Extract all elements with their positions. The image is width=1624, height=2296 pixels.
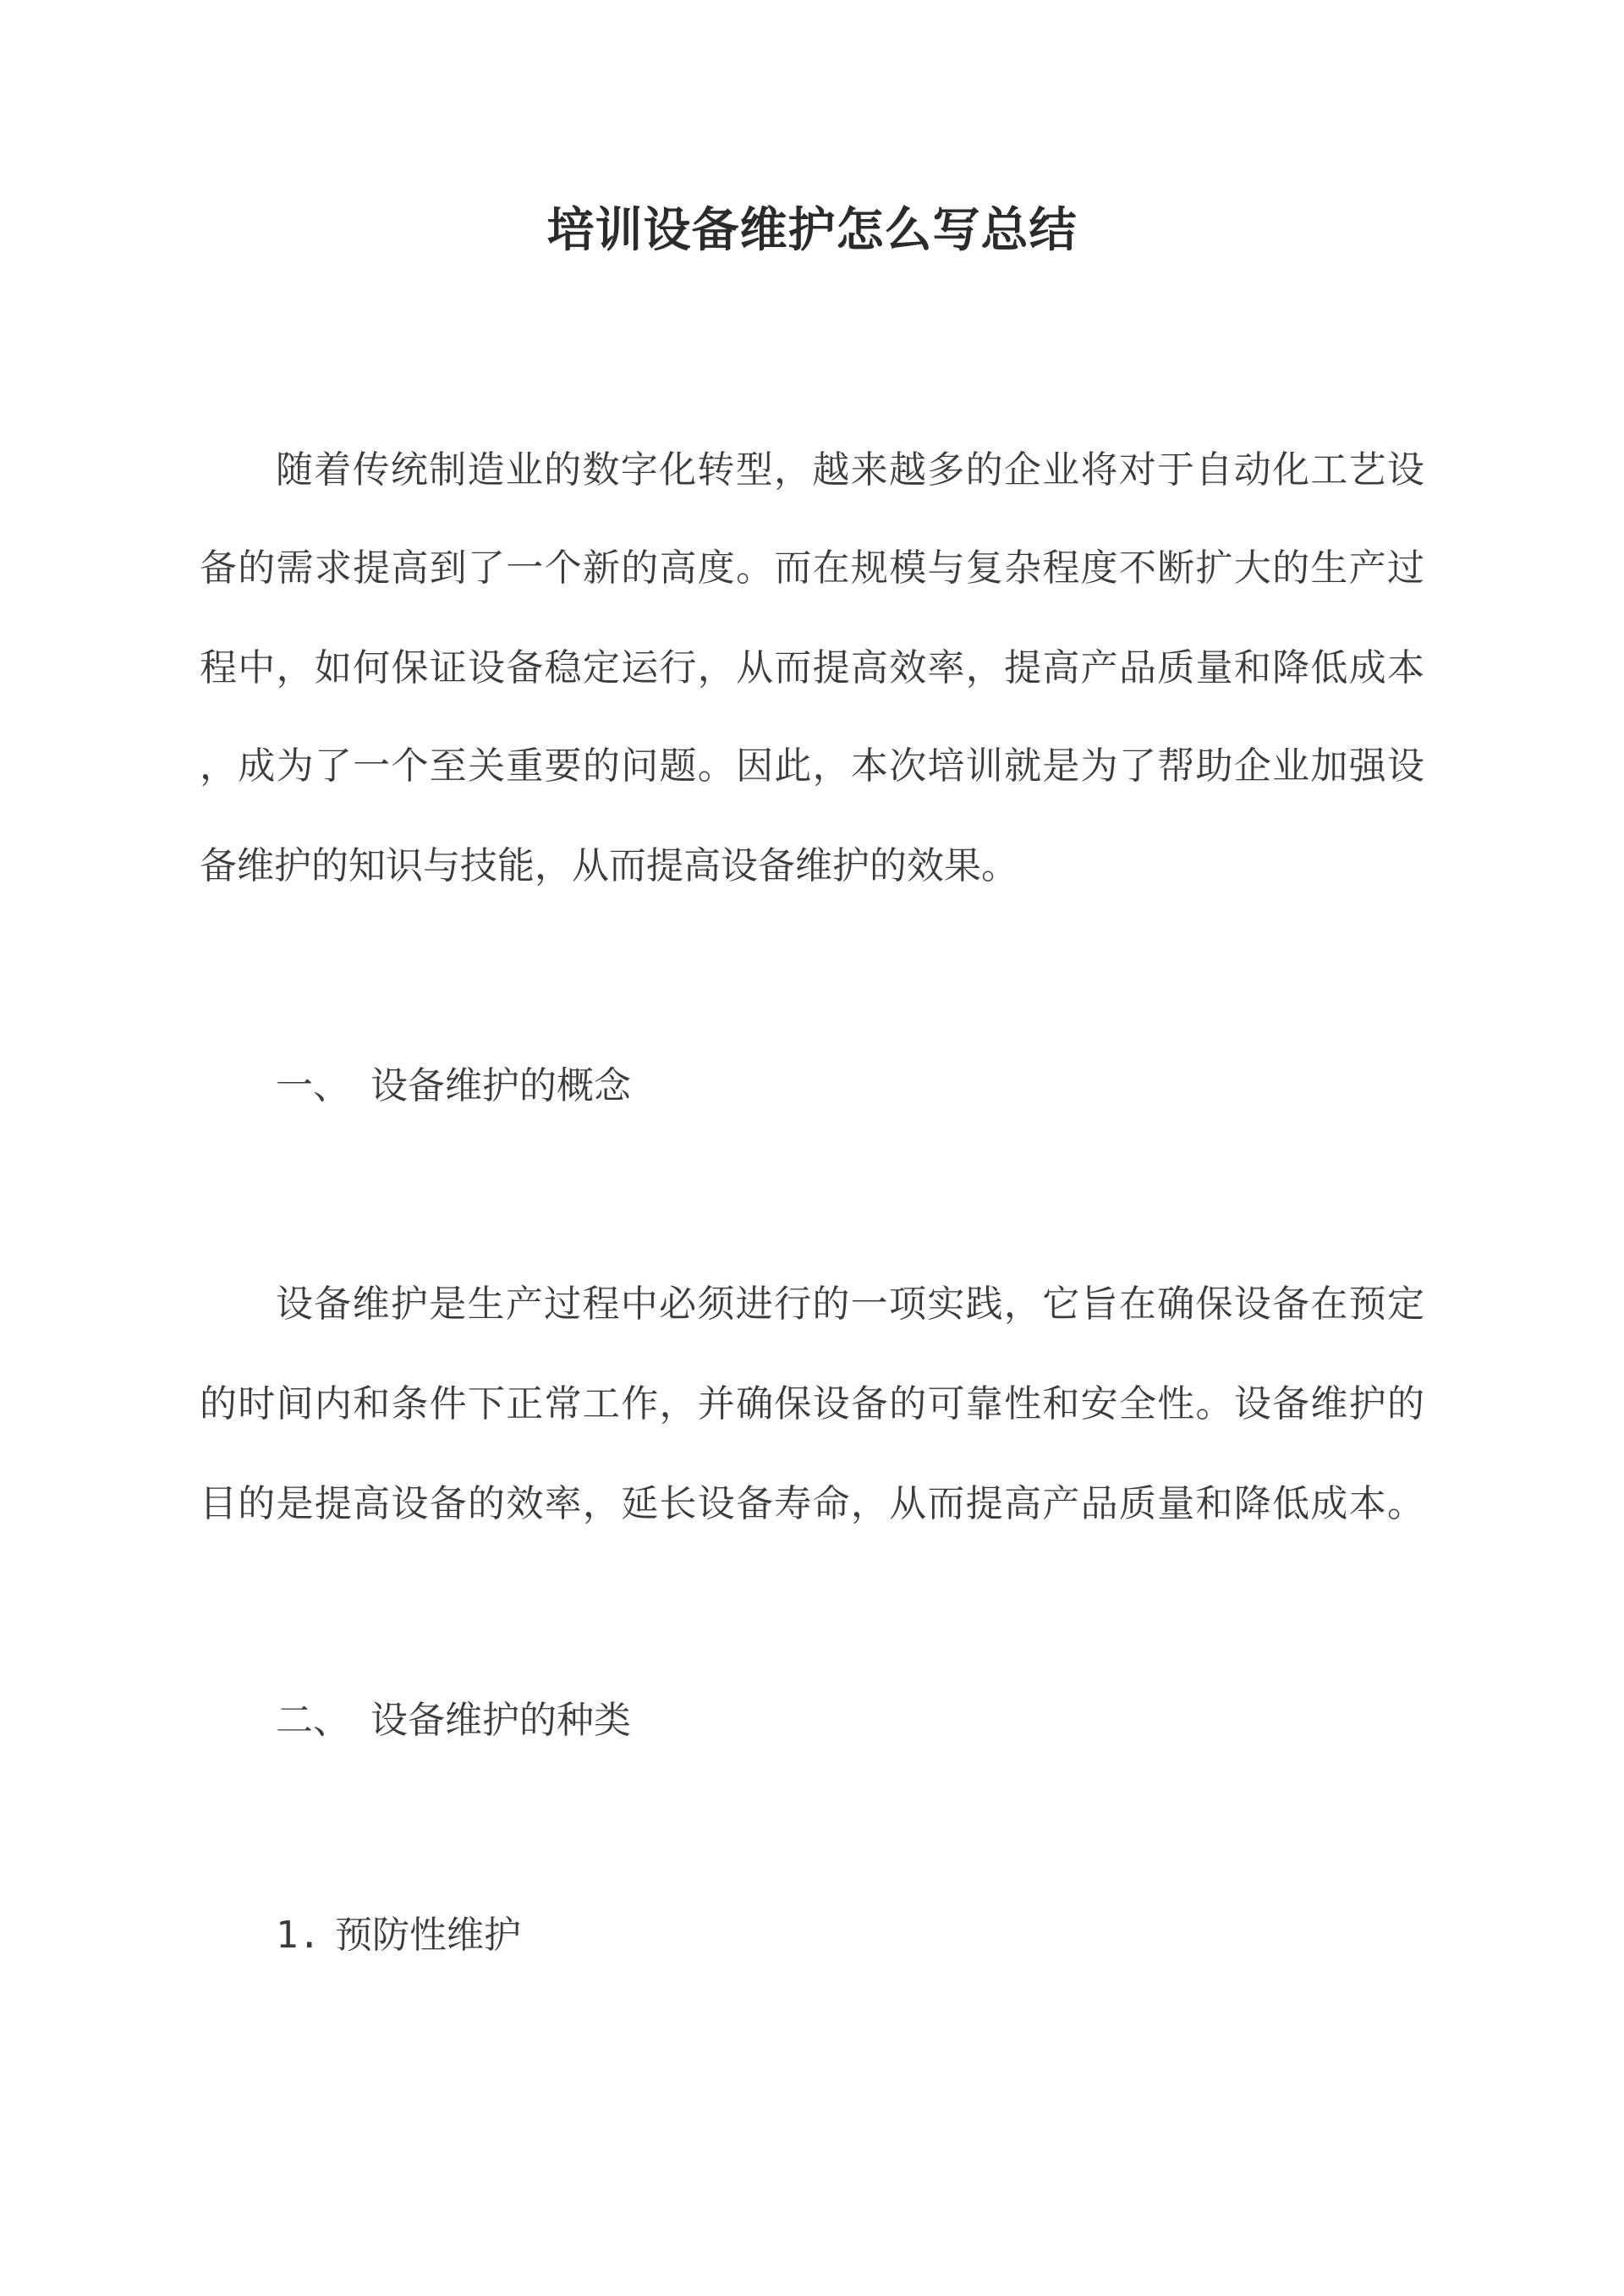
intro-line-2: 备的需求提高到了一个新的高度。而在规模与复杂程度不断扩大的生产过	[200, 547, 1424, 590]
intro-line-1: 随着传统制造业的数字化转型，越来越多的企业将对于自动化工艺设	[276, 448, 1424, 492]
section-2-heading	[276, 1695, 631, 1746]
list-item-number: 1.	[276, 1914, 321, 1957]
section-1-line-2: 的时间内和条件下正常工作，并确保设备的可靠性和安全性。设备维护的	[200, 1382, 1424, 1425]
section-1-line-3: 目的是提高设备的效率，延长设备寿命，从而提高产品质量和降低成本。	[200, 1482, 1424, 1525]
section-2-title: 设备维护的种类	[370, 1699, 631, 1742]
list-item-label: 预防性维护	[335, 1914, 521, 1957]
document-title: 培训设备维护怎么写总结	[546, 202, 1078, 258]
section-1-heading	[276, 1061, 631, 1112]
intro-line-5: 备维护的知识与技能，从而提高设备维护的效果。	[200, 844, 1018, 887]
section-1-line-1: 设备维护是生产过程中必须进行的一项实践，它旨在确保设备在预定	[276, 1283, 1424, 1326]
section-1-title: 设备维护的概念	[370, 1064, 631, 1107]
section-2-number: 二、	[276, 1699, 350, 1742]
intro-line-3: 程中，如何保证设备稳定运行，从而提高效率，提高产品质量和降低成本	[200, 646, 1424, 689]
intro-line-4: ，成为了一个至关重要的问题。因此，本次培训就是为了帮助企业加强设	[200, 744, 1424, 788]
section-1-number: 一、	[276, 1064, 350, 1107]
list-item	[276, 1910, 521, 1961]
